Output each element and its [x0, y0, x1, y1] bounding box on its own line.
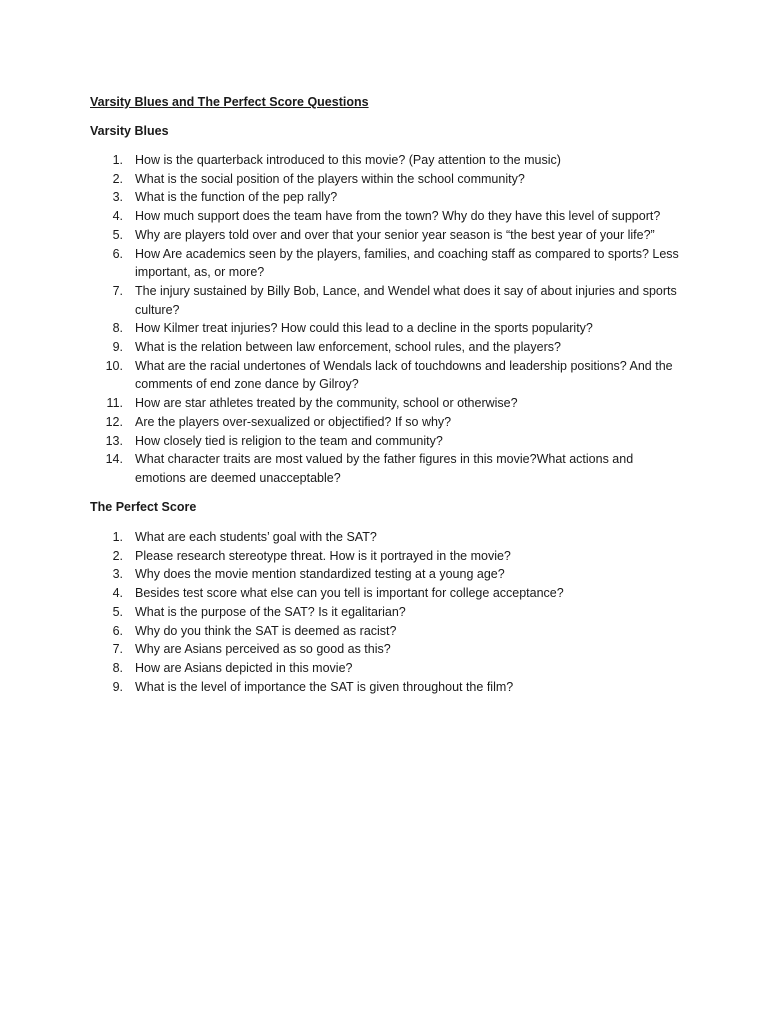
question-number: 9. [112, 679, 123, 694]
question-text: How much support does the team have from the town? Why do they have this level of support? [135, 209, 661, 224]
question-text: How closely tied is religion to the team and community? [135, 433, 443, 448]
question-text: Why are players told over and over that your senior year season is “the best year of your life?” [135, 227, 655, 242]
question-number: 7. [112, 283, 123, 298]
list-item [0, 188, 768, 207]
question-text: Are the players over-sexualized or objectified? If so why? [135, 414, 452, 429]
question-text: What is the level of importance the SAT is given throughout the film? [135, 679, 514, 694]
question-text: How are star athletes treated by the community, school or otherwise? [135, 396, 518, 411]
question-text: How Kilmer treat injuries? How could this lead to a decline in the sports popularity? [135, 321, 593, 336]
question-text: The injury sustained by Billy Bob, Lance, and Wendel what does it say of about injuries and sports culture? [135, 283, 677, 317]
section-heading-the-perfect-score: The Perfect Score [90, 500, 197, 514]
question-text: What are the racial undertones of Wendals lack of touchdowns and leadership positions? And the comments of end zone dance by Gilroy? [135, 358, 673, 392]
question-number: 4. [112, 209, 123, 224]
list-item [0, 603, 768, 622]
list-item [0, 528, 768, 547]
question-number: 12. [105, 414, 123, 429]
list-item [0, 432, 768, 451]
question-text: Please research stereotype threat. How is it portrayed in the movie? [135, 548, 511, 563]
question-text: Why are Asians perceived as so good as this? [135, 642, 391, 657]
list-item [0, 659, 768, 678]
question-number: 6. [112, 623, 123, 638]
list-item [0, 678, 768, 697]
list-item [0, 357, 768, 394]
list-item [0, 547, 768, 566]
question-text: Besides test score what else can you tell is important for college acceptance? [135, 586, 564, 601]
question-text: Why do you think the SAT is deemed as racist? [135, 623, 397, 638]
list-item [0, 394, 768, 413]
question-number: 2. [112, 171, 123, 186]
question-number: 6. [112, 246, 123, 261]
question-number: 3. [112, 567, 123, 582]
question-text: How Are academics seen by the players, families, and coaching staff as compared to sports? Less important, as, or more? [135, 246, 679, 280]
section-heading-varsity-blues: Varsity Blues [90, 124, 169, 138]
question-text: What is the function of the pep rally? [135, 190, 338, 205]
question-text: Why does the movie mention standardized testing at a young age? [135, 567, 505, 582]
list-item [0, 151, 768, 170]
question-number: 8. [112, 321, 123, 336]
list-item [0, 450, 768, 487]
list-item [0, 282, 768, 319]
question-text: What is the relation between law enforcement, school rules, and the players? [135, 340, 561, 355]
question-list-varsity-blues [0, 151, 768, 488]
question-number: 5. [112, 604, 123, 619]
question-number: 10. [105, 358, 123, 373]
document-title: Varsity Blues and The Perfect Score Questions [90, 95, 369, 109]
question-text: How are Asians depicted in this movie? [135, 660, 353, 675]
question-number: 2. [112, 548, 123, 563]
question-text: How is the quarterback introduced to this movie? (Pay attention to the music) [135, 153, 561, 167]
question-number: 3. [112, 190, 123, 205]
list-item [0, 338, 768, 357]
question-number: 13. [105, 433, 123, 448]
list-item [0, 565, 768, 584]
question-number: 11. [106, 396, 123, 411]
question-text: What are each students’ goal with the SAT? [135, 530, 377, 544]
question-number: 14. [105, 452, 123, 467]
question-number: 5. [112, 227, 123, 242]
question-text: What is the social position of the players within the school community? [135, 171, 525, 186]
list-item [0, 640, 768, 659]
question-list-the-perfect-score [0, 528, 768, 696]
question-number: 9. [112, 340, 123, 355]
list-item [0, 207, 768, 226]
question-number: 1. [112, 153, 123, 167]
list-item [0, 170, 768, 189]
list-item [0, 584, 768, 603]
list-item [0, 413, 768, 432]
question-number: 8. [112, 660, 123, 675]
list-item [0, 226, 768, 245]
question-number: 4. [112, 586, 123, 601]
list-item [0, 319, 768, 338]
question-number: 7. [112, 642, 123, 657]
question-text: What character traits are most valued by the father figures in this movie?What actions and emotions are deemed unacceptable? [135, 452, 634, 485]
list-item [0, 622, 768, 641]
question-text: What is the purpose of the SAT? Is it egalitarian? [135, 604, 406, 619]
question-number: 1. [112, 530, 123, 544]
list-item [0, 245, 768, 282]
